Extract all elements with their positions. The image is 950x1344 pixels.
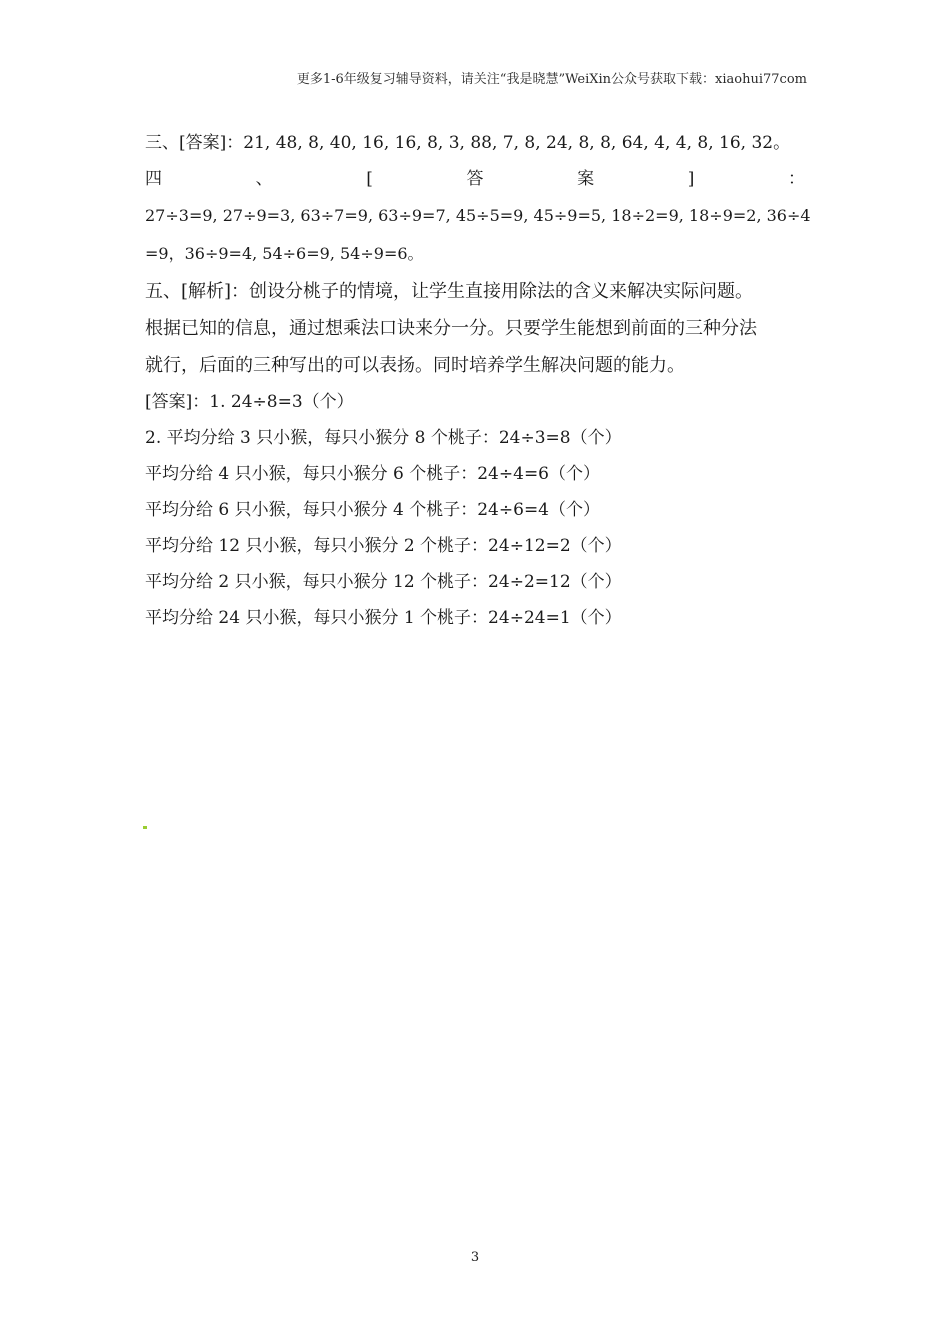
section-5-answer-5: 平均分给 12 只小猴，每只小猴分 2 个桃子：24÷12=2（个） <box>145 536 622 556</box>
section-4-line-2: =9，36÷9=4, 54÷6=9, 54÷9=6。 <box>145 244 424 263</box>
header-note: 更多1-6年级复习辅导资料，请关注“我是晓慧”WeiXin公众号获取下载：xiaohui77com <box>296 72 807 87</box>
section-4-heading-part: 答 <box>466 169 484 189</box>
section-5-answer-3: 平均分给 4 只小猴，每只小猴分 6 个桃子：24÷4=6（个） <box>145 464 600 484</box>
section-4-heading <box>145 161 805 197</box>
section-4-heading-part: ： <box>787 169 805 189</box>
section-4-heading-part: 四 <box>145 169 162 189</box>
section-4-heading-part: [ <box>366 169 373 189</box>
section-5-answer-7: 平均分给 24 只小猴，每只小猴分 1 个桃子：24÷24=1（个） <box>145 608 622 628</box>
section-4-line-1: 27÷3=9, 27÷9=3, 63÷7=9, 63÷9=7, 45÷5=9, 45÷9=5, 18÷2=9, 18÷9=2, 36÷4 <box>145 206 811 225</box>
section-5-analysis-line-3: 就行，后面的三种写出的可以表扬。同时培养学生解决问题的能力。 <box>145 355 685 376</box>
section-3-answer: 三、[答案]：21, 48, 8, 40, 16, 16, 8, 3, 88, 7, 8, 24, 8, 8, 64, 4, 4, 8, 16, 32。 <box>145 133 791 153</box>
page-number: 3 <box>470 1250 480 1265</box>
section-5-answer-4: 平均分给 6 只小猴，每只小猴分 4 个桃子：24÷6=4（个） <box>145 500 600 520</box>
section-4-heading-part: 案 <box>577 169 595 189</box>
section-4-heading-part: ] <box>687 169 695 189</box>
section-5-answer-2: 2. 平均分给 3 只小猴，每只小猴分 8 个桃子：24÷3=8（个） <box>145 428 622 448</box>
document-body <box>145 125 811 636</box>
section-5-analysis-line-1: 五、[解析]：创设分桃子的情境，让学生直接用除法的含义来解决实际问题。 <box>145 281 754 302</box>
stray-mark <box>143 826 147 829</box>
section-5-analysis-line-2: 根据已知的信息，通过想乘法口诀来分一分。只要学生能想到前面的三种分法 <box>145 318 757 339</box>
section-5-answer-6: 平均分给 2 只小猴，每只小猴分 12 个桃子：24÷2=12（个） <box>145 572 622 592</box>
section-5-answer-1: [答案]：1. 24÷8=3（个） <box>145 392 354 412</box>
section-4-heading-part: 、 <box>255 169 273 189</box>
